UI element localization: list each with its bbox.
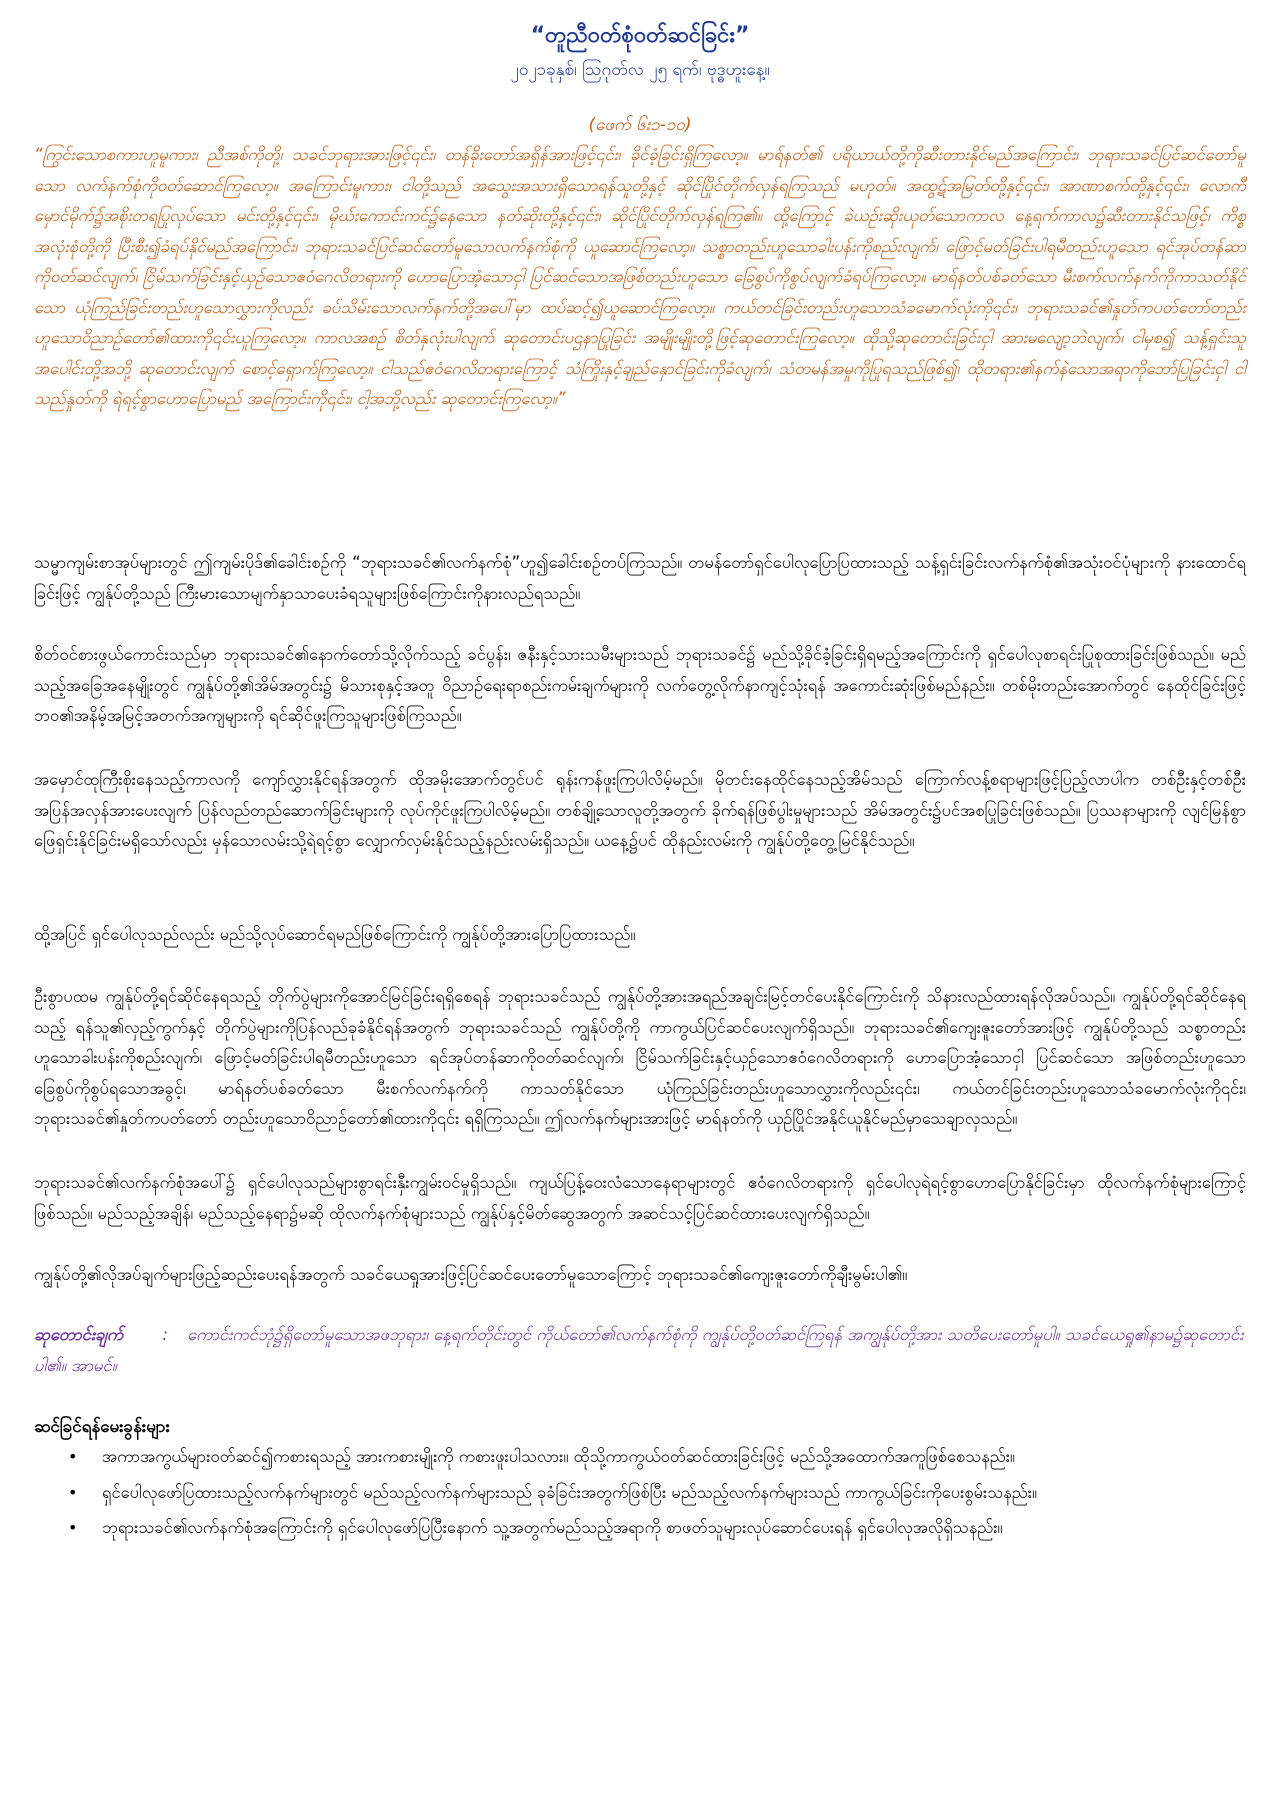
prayer-text: ကောင်းကင်ဘုံ၌ရှိတော်မူသောအဖဘုရား၊ နေ့ရက်တိုင်းတွင် ကိုယ်တော်၏လက်နက်စုံကို ကျွန်ုပ်တို့ဝတ်ဆင်ကြရန် အကျွန်ုပ်တို့အား သတိပေးတော်မူပါ။ သခင်ယေရှု၏နာမ၌ဆုတောင်းပါ၏။ အာမင်။ [34, 1325, 1244, 1375]
questions-list [34, 1442, 1246, 1549]
paragraph-5: ဦးစွာပထမ ကျွန်ုပ်တို့ရင်ဆိုင်နေရသည့် တိုက်ပွဲများကိုအောင်မြင်ခြင်းရရှိစေရန် ဘုရားသခင်သည် ကျွန်ုပ်တို့အားအရည်အချင်းမြင့်တင်ပေးနိုင်ကြောင်းကို သိနားလည်ထားရန်လိုအပ်သည်။ ကျွန်ုပ်တို့ရင်ဆိုင်နေရသည့် ရန်သူ၏လှည့်ကွက်နှင့် တိုက်ပွဲများကိုပြန်လည်ခုခံနိုင်ရန်အတွက် ဘုရားသခင်သည် ကျွန်ုပ်တို့ကို ကာကွယ်ပြင်ဆင်ပေးလျက်ရှိသည်။ ဘုရားသခင်၏ကျေးဇူးတော်အားဖြင့် ကျွန်ုပ်တို့သည် သစ္စာတည်းဟူသောခါးပန်းကိုစည်းလျက်၊ ဖြောင့်မတ်ခြင်းပါရမီတည်းဟူသော ရင်အုပ်တန်ဆာကိုဝတ်ဆင်လျက်၊ ငြိမ်သက်ခြင်းနှင့်ယှဉ်သောဧဝံဂေလိတရားကို ဟောပြောအံ့သောငှါ ပြင်ဆင်သော အဖြစ်တည်းဟူသော ခြေစွပ်ကိုစွပ်ရသောအခွင့်၊ မာရ်နတ်ပစ်ခတ်သော မီးစက်လက်နက်ကို ကာသတ်နိုင်သော ယုံကြည်ခြင်းတည်းဟူသောလွှားကိုလည်း၎င်း၊ ကယ်တင်ခြင်းတည်းဟူသောသံခမောက်လုံးကို၎င်း၊ ဘုရားသခင်၏နှုတ်ကပတ်တော် တည်းဟူသောဝိညာဉ်တော်၏ထားကို၎င်း ရရှိကြသည်။ ဤလက်နက်များအားဖြင့် မာရ်နတ်ကို ယှဉ်ပြိုင်အနိုင်ယူနိုင်မည်မှာသေချာလှသည်။ [34, 987, 1246, 1128]
paragraph-2: စိတ်ဝင်စားဖွယ်ကောင်းသည်မှာ ဘုရားသခင်၏နောက်တော်သို့လိုက်သည့် ခင်ပွန်း၊ ဇနီးနှင့်သားသမီးများသည် ဘုရားသခင်၌ မည်သို့ခိုင်ခံ့ခြင်းရှိရမည့်အကြောင်းကို ရှင်ပေါလုစာရင်းပြုစုထားခြင်းဖြစ်သည်။ မည်သည့်အခြေအနေမျိုးတွင် ကျွန်ုပ်တို့၏အိမ်အတွင်း၌ မိသားစုနှင့်အတူ ဝိညာဉ်ရေးရာစည်းကမ်းချက်များကို လက်တွေ့လိုက်နာကျင့်သုံးရန် အကောင်းဆုံးဖြစ်မည်နည်း။ တစ်မိုးတည်းအောက်တွင် နေထိုင်ခြင်းဖြင့် ဘဝ၏အနိမ့်အမြင့်အတက်အကျများကို ရင်ဆိုင်ဖူးကြသူများဖြစ်ကြသည်။ [34, 645, 1246, 725]
prayer-separator: : [162, 1325, 168, 1344]
bullet-icon: • [68, 1482, 78, 1502]
prayer-block [34, 1320, 1246, 1381]
question-text: ဘုရားသခင်၏လက်နက်စုံအကြောင်းကို ရှင်ပေါလုဖော်ပြပြီးနောက် သူ့အတွက်မည်သည့်အရာကို စာဖတ်သူများလုပ်ဆောင်ပေးရန် ရှင်ပေါလုအလိုရှိသနည်း။ [102, 1518, 1003, 1537]
prayer-label: ဆုတောင်းချက် [34, 1325, 124, 1344]
paragraph-6: ဘုရားသခင်၏လက်နက်စုံအပေါ်၌ ရှင်ပေါလုသည်များစွာရင်းနှီးကျွမ်းဝင်မှုရှိသည်။ ကျယ်ပြန့်ဝေးလံသောနေရာများတွင် ဧဝံဂေလိတရားကို ရှင်ပေါလုရဲရင့်စွာဟောပြောနိုင်ခြင်းမှာ ထိုလက်နက်စုံများကြောင့်ဖြစ်သည်။ မည်သည့်အချိန်၊ မည်သည့်နေရာ၌မဆို ထိုလက်နက်စုံများသည် ကျွန်ုပ်နှင့်မိတ်ဆွေအတွက် အဆင်သင့်ပြင်ဆင်ထားပေးလျက်ရှိသည်။ [34, 1173, 1246, 1223]
list-item [34, 1478, 1246, 1509]
paragraph-3: အမှောင်ထုကြီးစိုးနေသည့်ကာလကို ကျော်လွှားနိုင်ရန်အတွက် ထိုအမိုးအောက်တွင်ပင် ရုန်းကန်ဖူးကြပါလိမ့်မည်။ မိုတင်းနေထိုင်နေသည့်အိမ်သည် ကြောက်လန့်စရာများဖြင့်ပြည့်လာပါက တစ်ဦးနှင့်တစ်ဦးအပြန်အလှန်အားပေးလျက် ပြန်လည်တည်ဆောက်ခြင်းများကို လုပ်ကိုင်ဖူးကြပါလိမ့်မည်။ တစ်ချို့သောလူတို့အတွက် ခိုက်ရန်ဖြစ်ပွါးမှုများသည် အိမ်အတွင်း၌ပင်အစပြုခြင်းဖြစ်သည်။ ပြဿနာများကို လျင်မြန်စွာဖြေရှင်းနိုင်ခြင်းမရှိသော်လည်း မှန်သောလမ်းသို့ရဲရင့်စွာ လျှောက်လှမ်းနိုင်သည့်နည်းလမ်းရှိသည်။ ယနေ့၌ပင် ထိုနည်းလမ်းကို ကျွန်ုပ်တို့တွေ့မြင်နိုင်သည်။ [34, 770, 1246, 850]
date-line: ၂၀၂၁ခုနှစ်၊ ဩဂုတ်လ ၂၅ ရက်၊ ဗုဒ္ဓဟူးနေ့။ [510, 60, 770, 80]
list-item [34, 1442, 1246, 1473]
scripture-text: “ကြွင်းသောစကားဟူမူကား၊ ညီအစ်ကိုတို့၊ သခင်ဘုရားအားဖြင့်၎င်း၊ တန်ခိုးတော်အရှိန်အားဖြင့်၎င်း၊ ခိုင်ခံ့ခြင်းရှိကြလော့။ မာရ်နတ်၏ ပရိယာယ်တို့ကိုဆီးတားနိုင်မည်အကြောင်း၊ ဘုရားသခင်ပြင်ဆင်တော်မူသော လက်နက်စုံကိုဝတ်ဆောင်ကြလော့။ အကြောင်းမူကား၊ ငါတို့သည် အသွေးအသားရှိသောရန်သူတို့နှင့် ဆိုင်ပြိုင်တိုက်လှန်ရကြသည် မဟုတ်။ အထွဋ်အမြတ်တို့နှင့်၎င်း၊ အာဏာစက်တို့နှင့်၎င်း၊ လောကီမှောင်မိုက်၌အစိုးတရပြုလုပ်သော မင်းတို့နှင့်၎င်း၊ မိုဃ်းကောင်းကင်၌နေသော နတ်ဆိုးတို့နှင့်၎င်း၊ ဆိုင်ပြိုင်တိုက်လှန်ရကြ၏။ ထို့ကြောင့် ခဲယဉ်းဆိုးယုတ်သောကာလ နေ့ရက်ကာလ၌ဆီးတားနိုင်သဖြင့်၊ ကိစ္စအလုံးစုံတို့ကို ပြီးစီး၍ခံရပ်နိုင်မည်အကြောင်း၊ ဘုရားသခင်ပြင်ဆင်တော်မူသောလက်နက်စုံကို ယူဆောင်ကြလော့။ သစ္စာတည်းဟူသောခါးပန်းကိုစည်းလျက်၊ ဖြောင့်မတ်ခြင်းပါရမီတည်းဟူသော ရင်အုပ်တန်ဆာကိုဝတ်ဆင်လျက်၊ ငြိမ်သက်ခြင်းနှင့်ယှဉ်သောဧဝံဂေလိတရားကို ဟောပြောအံ့သောငှါ ပြင်ဆင်သောအဖြစ်တည်းဟူသော ခြေစွပ်ကိုစွပ်လျက်ခံရပ်ကြလော့။ မာရ်နတ်ပစ်ခတ်သော မီးစက်လက်နက်ကိုကာသတ်နိုင်သော ယုံကြည်ခြင်းတည်းဟူသောလွှားကိုလည်း ခပ်သိမ်းသောလက်နက်တို့အပေါ်မှာ ထပ်ဆင့်၍ယူဆောင်ကြလော့။ ကယ်တင်ခြင်းတည်းဟူသောသံခမောက်လုံးကို၎င်း၊ ဘုရားသခင်၏နှုတ်ကပတ်တော်တည်းဟူသောဝိညာဉ်တော်၏ထားကို၎င်းယူကြလော့။ ကာလအစဉ် စိတ်နှလုံးပါလျက် ဆုတောင်းပဌနာပြုခြင်း အမျိုးမျိုးတို့ဖြင့်ဆုတောင်းကြလော့။ ထိုသို့ဆုတောင်းခြင်းငှါ အားမလျော့ဘဲလျက်၊ ငါမှစ၍ သန့်ရှင်းသူအပေါင်းတို့အဘို့ ဆုတောင်းလျက် စောင့်ရှောက်ကြလော့။ ငါသည်ဧဝံဂေလိတရားကြောင့် သံကြိုးနှင့်ချည်နှောင်ခြင်းကိုခံလျက်၊ သံတမန်အမှုကိုပြုရသည်ဖြစ်၍၊ ထိုတရား၏နက်နဲသောအရာကိုဘော်ပြခြင်းငှါ ငါသည်နှုတ်ကို ရဲရင့်စွာဟောပြောမည် အကြောင်းကို၎င်း၊ ငါ့အဘို့လည်း ဆုတောင်းကြလော့။” [34, 145, 1246, 408]
question-text: အကာအကွယ်များဝတ်ဆင်၍ကစားရသည့် အားကစားမျိုးကို ကစားဖူးပါသလား။ ထိုသို့ကာကွယ်ဝတ်ဆင်ထားခြင်းဖြင့် မည်သို့အထောက်အကူဖြစ်စေသနည်း။ [102, 1447, 1015, 1466]
bullet-icon: • [68, 1518, 78, 1537]
questions-heading: ဆင်ခြင်ရန်မေးခွန်းများ [34, 1417, 170, 1437]
bullet-icon: • [68, 1447, 78, 1466]
paragraph-1: သမ္မာကျမ်းစာအုပ်များတွင် ဤကျမ်းပိုဒ်၏ခေါင်းစဉ်ကို “ဘုရားသခင်၏လက်နက်စုံ”ဟူ၍ခေါင်းစဉ်တပ်ကြသည်။ တမန်တော်ရှင်ပေါလုပြောပြထားသည့် သန့်ရှင်းခြင်းလက်နက်စုံ၏အသုံးဝင်ပုံများကို နားထောင်ရခြင်းဖြင့် ကျွန်ုပ်တို့သည် ကြီးမားသောမျက်နှာသာပေးခံရသူများဖြစ်ကြောင်းကိုနားလည်ရသည်။ [34, 553, 1246, 603]
question-text: ရှင်ပေါလုဖော်ပြထားသည့်လက်နက်များတွင် မည်သည့်လက်နက်များသည် ခုခံခြင်းအတွက်ဖြစ်ပြီး မည်သည့်လက်နက်များသည် ကာကွယ်ခြင်းကိုပေးစွမ်းသနည်း။ [102, 1482, 1037, 1502]
page-title: “တူညီဝတ်စုံဝတ်ဆင်ခြင်း” [530, 23, 750, 48]
paragraph-7: ကျွန်ုပ်တို့၏လိုအပ်ချက်များဖြည့်ဆည်းပေးရန်အတွက် သခင်ယေရှုအားဖြင့်ပြင်ဆင်ပေးတော်မူသောကြောင့် ဘုရားသခင်၏ကျေးဇူးတော်ကိုချီးမွမ်းပါ၏။ [34, 1265, 908, 1284]
list-item [34, 1513, 1246, 1544]
header [0, 20, 1280, 84]
scripture-reference: (ဖေက် ၆း၁-၁၀) [588, 115, 692, 135]
paragraph-4: ထို့အပြင် ရှင်ပေါလုသည်လည်း မည်သို့လုပ်ဆောင်ရမည်ဖြစ်ကြောင်းကို ကျွန်ုပ်တို့အားပြောပြထားသည်။ [34, 925, 636, 944]
